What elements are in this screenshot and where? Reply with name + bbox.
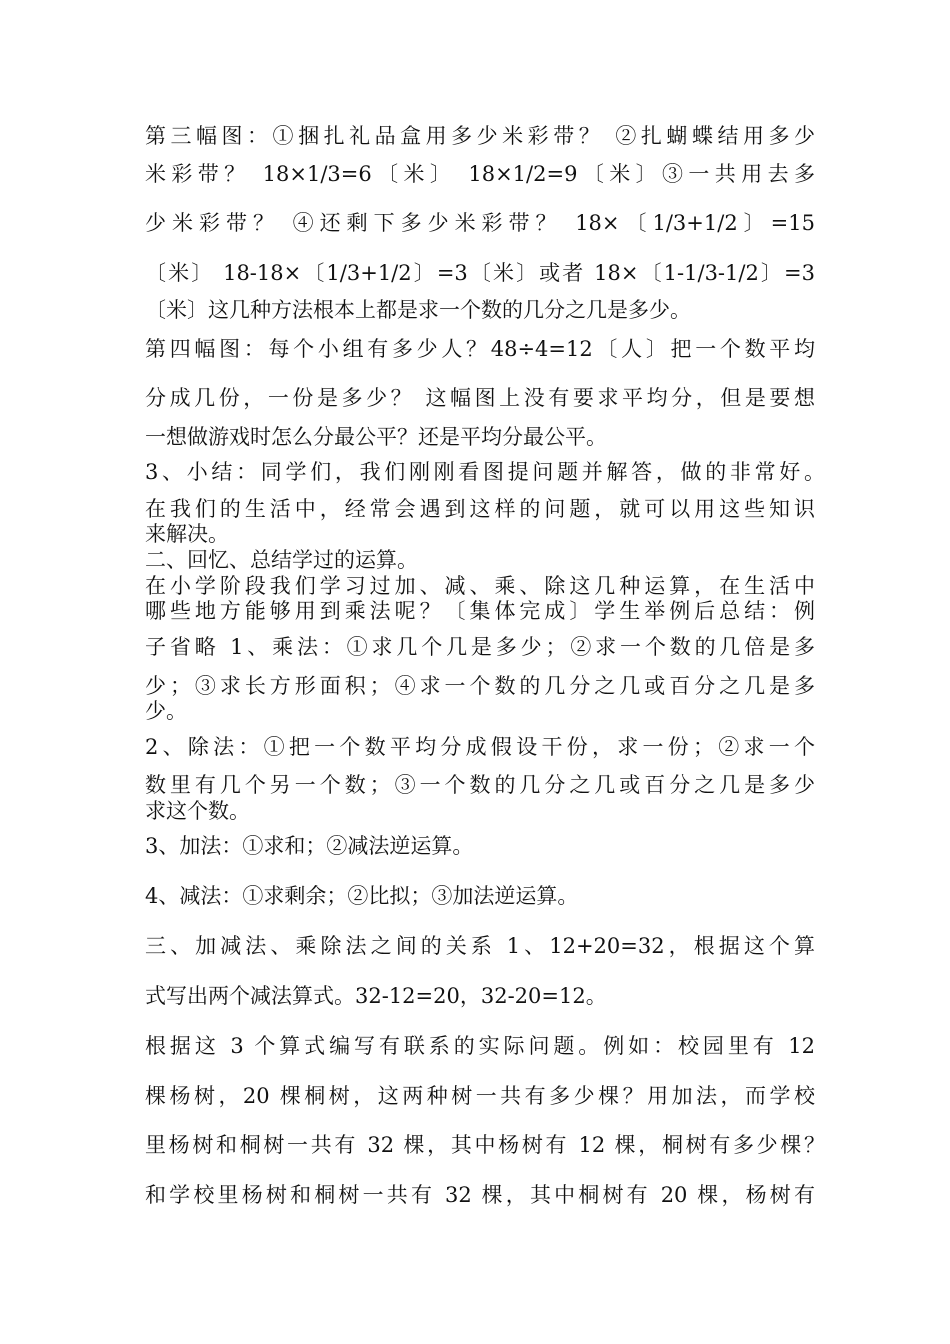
paragraph-line: 里杨树和桐树一共有 32 棵，其中杨树有 12 棵，桐树有多少棵？ [145, 1133, 825, 1157]
paragraph-line: 少。 [145, 699, 187, 723]
paragraph-line: 米彩带？ 18×1/3=6〔米〕 18×1/2=9〔米〕③一共用去多 [145, 162, 815, 186]
paragraph-line: 少；③求长方形面积；④求一个数的几分之几或百分之几是多 [145, 674, 815, 698]
paragraph-line: 2、除法：①把一个数平均分成假设干份，求一份；②求一个 [145, 735, 815, 759]
paragraph-line: 棵杨树，20 棵桐树，这两种树一共有多少棵？用加法，而学校 [145, 1084, 815, 1108]
paragraph-line: 在小学阶段我们学习过加、减、乘、除这几种运算，在生活中 [145, 574, 815, 598]
paragraph-line: 式写出两个减法算式。32-12=20，32-20=12。 [145, 984, 607, 1008]
paragraph-line: 根据这 3 个算式编写有联系的实际问题。例如：校园里有 12 [145, 1034, 815, 1058]
paragraph-line: 3、加法：①求和；②减法逆运算。 [145, 834, 474, 858]
paragraph-line: 一想做游戏时怎么分最公平？还是平均分最公平。 [145, 425, 607, 449]
paragraph-line: 数里有几个另一个数；③一个数的几分之几或百分之几是多少 [145, 773, 815, 797]
section-heading: 三、加减法、乘除法之间的关系 1、12+20=32，根据这个算 [145, 934, 816, 958]
paragraph-line: 第四幅图：每个小组有多少人？48÷4=12〔人〕把一个数平均 [145, 337, 815, 361]
paragraph-line: 来解决。 [145, 522, 229, 546]
section-heading: 二、回忆、总结学过的运算。 [145, 548, 418, 572]
paragraph-line: 哪些地方能够用到乘法呢？〔集体完成〕学生举例后总结：例 [145, 599, 815, 623]
paragraph-line: 〔米〕这几种方法根本上都是求一个数的几分之几是多少。 [145, 298, 691, 322]
paragraph-line: 子省略 1、乘法：①求几个几是多少；②求一个数的几倍是多 [145, 635, 815, 659]
paragraph-line: 4、减法：①求剩余；②比拟；③加法逆运算。 [145, 884, 579, 908]
paragraph-line: 第三幅图：①捆扎礼品盒用多少米彩带？ ②扎蝴蝶结用多少 [145, 124, 815, 148]
paragraph-line: 少米彩带？ ④还剩下多少米彩带？ 18×〔1/3+1/2〕=15 [145, 211, 815, 235]
paragraph-line: 求这个数。 [145, 799, 250, 823]
paragraph-line: 和学校里杨树和桐树一共有 32 棵，其中桐树有 20 棵，杨树有 [145, 1183, 815, 1207]
paragraph-line: 〔米〕 18-18×〔1/3+1/2〕=3〔米〕或者 18×〔1-1/3-1/2〕=3 [145, 261, 815, 285]
paragraph-line: 分成几份，一份是多少？ 这幅图上没有要求平均分，但是要想 [145, 386, 815, 410]
paragraph-line: 3、小结：同学们，我们刚刚看图提问题并解答，做的非常好。 [145, 460, 825, 484]
paragraph-line: 在我们的生活中，经常会遇到这样的问题，就可以用这些知识 [145, 497, 815, 521]
